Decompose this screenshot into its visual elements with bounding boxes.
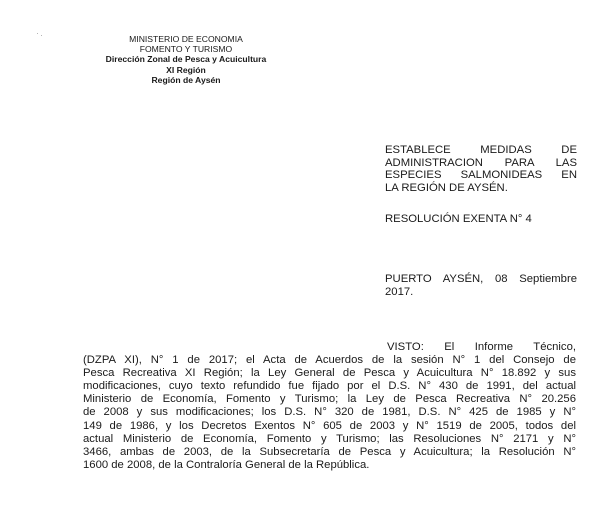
ministry-header	[88, 34, 284, 85]
subject-line: LA REGIÓN DE AYSÉN.	[385, 181, 508, 194]
visto-line: 149 de 1986, y los Decretos Exentos N° 605 de 2003 y N° 1519 de 2005, todos del	[83, 419, 576, 432]
place-date-line: PUERTO AYSÉN, 08 Septiembre	[385, 273, 577, 285]
visto-line: (DZPA XI), N° 1 de 2017; el Acta de Acuerdos de la sesión N° 1 del Consejo de	[83, 354, 576, 367]
visto-line: Pesca Recreativa XI Región; la Ley General de Pesca y Acuicultura N° 18.892 y sus	[83, 367, 576, 380]
header-line-region-number: XI Región	[166, 64, 206, 75]
header-line-directorate: Dirección Zonal de Pesca y Acuicultura	[105, 54, 267, 65]
place-date-line: 2017.	[385, 286, 414, 299]
header-line-ministry-cont: FOMENTO Y TURISMO	[139, 44, 233, 55]
place-and-date	[385, 273, 577, 299]
visto-paragraph	[83, 341, 576, 472]
header-line-region-name: Región de Aysén	[151, 74, 221, 85]
visto-line: 1600 de 2008, de la Contraloría General de la República.	[83, 458, 370, 471]
visto-line: 3466, ambas de 2003, de la Subsecretaría de Pesca y Acuicultura; la Resolución N°	[83, 445, 576, 458]
subject-line: ADMINISTRACION PARA LAS	[385, 156, 577, 169]
scan-speck	[37, 33, 38, 34]
visto-line: Ministerio de Economía, Fomento y Turismo; la Ley de Pesca Recreativa N° 20.256	[83, 393, 576, 406]
header-line-ministry: MINISTERIO DE ECONOMIA	[129, 34, 243, 44]
visto-line: de 2008 y sus modificaciones; los D.S. N° 320 de 1981, D.S. N° 425 de 1985 y N°	[83, 406, 576, 419]
visto-line: VISTO: El Informe Técnico,	[387, 341, 576, 353]
subject-line: ESPECIES SALMONIDEAS EN	[385, 169, 577, 182]
subject-line: ESTABLECE MEDIDAS DE	[385, 144, 577, 156]
resolution-number: RESOLUCIÓN EXENTA N° 4	[385, 213, 532, 225]
visto-line: modificaciones, cuyo texto refundido fue fijado por el D.S. N° 430 de 1991, del actual	[83, 380, 576, 393]
scan-speck	[41, 35, 42, 36]
visto-line: actual Ministerio de Economía, Fomento y Turismo; las Resoluciones N° 2171 y N°	[83, 432, 576, 445]
resolution-subject	[385, 144, 577, 194]
